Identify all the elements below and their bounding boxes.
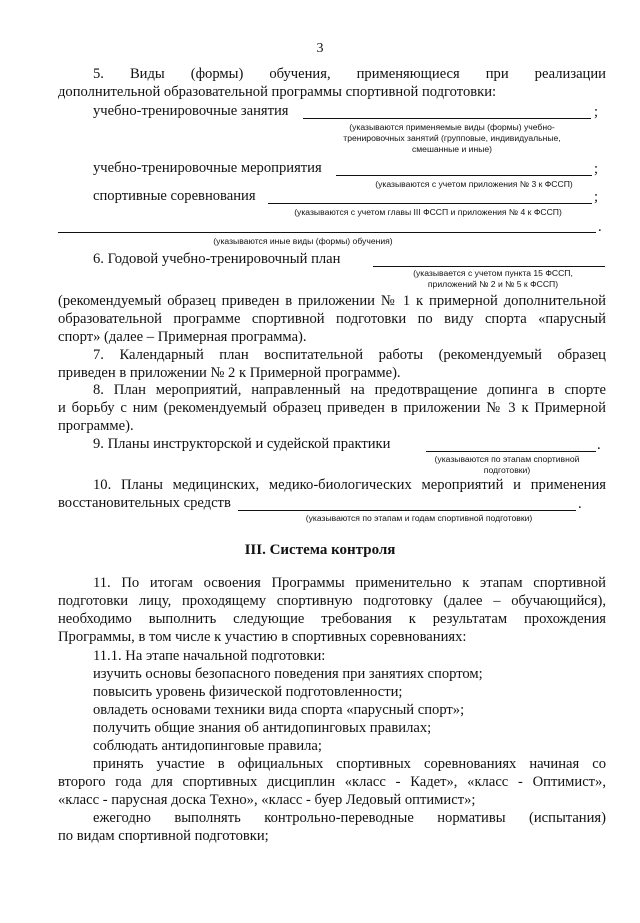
fill-in-line — [303, 118, 591, 119]
semicolon: ; — [594, 189, 599, 205]
list-item-line-2: по видам спортивной подготовки; — [58, 828, 269, 844]
section-heading: III. Система контроля — [244, 542, 396, 558]
item-6-continuation-3: спорт» (далее – Примерная программа). — [58, 329, 307, 345]
fill-in-line — [336, 175, 592, 176]
item-10-caption: (указываются по этапам и годам спортивной подготовки) — [305, 513, 533, 523]
item-7-line-1: 7. Календарный план воспитательной работы (рекомендуемый образец — [93, 347, 606, 363]
item-6-continuation-2: образовательной программе спортивной подготовки по виду спорта «парусный — [58, 311, 606, 327]
item-8-line-2: и борьбу с ним (рекомендуемый образец приведен в приложении № 3 к Примерной — [58, 400, 606, 416]
competitions-label: спортивные соревнования — [93, 188, 256, 204]
list-item: изучить основы безопасного поведения при занятиях спортом; — [93, 666, 483, 682]
list-item: повысить уровень физической подготовленности; — [93, 684, 403, 700]
period: . — [598, 219, 602, 235]
training-sessions-caption-3: смешанные и иные) — [411, 144, 493, 154]
item-10-line-2: восстановительных средств — [58, 495, 231, 511]
other-forms-caption: (указываются иные виды (формы) обучения) — [213, 236, 393, 246]
fill-in-line — [58, 232, 596, 233]
para-11-line-2: подготовки лицу, проходящему спортивную подготовку (далее – обучающийся), — [58, 593, 606, 609]
item-6-caption-1: (указывается с учетом пункта 15 ФССП, — [413, 268, 573, 278]
para-11-line-3: необходимо выполнить следующие требования к результатам прохождения — [58, 611, 606, 627]
item-9-caption-1: (указываются по этапам спортивной — [434, 454, 580, 464]
training-sessions-caption-2: тренировочных занятий (групповые, индивидуальные, — [343, 133, 561, 143]
training-events-label: учебно-тренировочные мероприятия — [93, 160, 322, 176]
period: . — [597, 437, 601, 453]
semicolon: ; — [594, 161, 599, 177]
subsection-11-1: 11.1. На этапе начальной подготовки: — [93, 648, 326, 664]
competitions-caption: (указываются с учетом главы III ФССП и приложения № 4 к ФССП) — [294, 207, 562, 217]
item-8-line-3: программе). — [58, 418, 134, 434]
item-5-line-2: дополнительной образовательной программы спортивной подготовки: — [58, 84, 497, 100]
para-11-line-4: Программы, в том числе к участию в спортивных соревнованиях: — [58, 629, 467, 645]
list-item-line-3: «класс - парусная доска Техно», «класс - буер Ледовый оптимист»; — [58, 792, 476, 808]
item-8-line-1: 8. План мероприятий, направленный на предотвращение допинга в спорте — [93, 382, 606, 398]
list-item: получить общие знания об антидопинговых правилах; — [93, 720, 432, 736]
list-item-line-1: ежегодно выполнять контрольно-переводные нормативы (испытания) — [93, 810, 606, 826]
item-9-caption-2: подготовки) — [483, 465, 531, 475]
fill-in-line — [426, 451, 596, 452]
item-10-line-1: 10. Планы медицинских, медико-биологических мероприятий и применения — [93, 477, 606, 493]
item-6-caption-2: приложений № 2 и № 5 к ФССП) — [427, 279, 559, 289]
item-9-text: 9. Планы инструкторской и судейской практики — [93, 436, 391, 452]
para-11-line-1: 11. По итогам освоения Программы применительно к этапам спортивной — [93, 575, 606, 591]
item-5-line-1: 5. Виды (формы) обучения, применяющиеся при реализации — [93, 66, 606, 82]
fill-in-line — [373, 266, 605, 267]
item-6-continuation-1: (рекомендуемый образец приведен в приложении № 1 к примерной дополнительной — [58, 293, 606, 309]
period: . — [578, 496, 582, 512]
list-item-line-1: принять участие в официальных спортивных соревнованиях начиная со — [93, 756, 606, 772]
training-sessions-label: учебно-тренировочные занятия — [93, 103, 289, 119]
list-item: соблюдать антидопинговые правила; — [93, 738, 322, 754]
training-sessions-caption-1: (указываются применяемые виды (формы) учебно- — [349, 122, 555, 132]
item-6-text: 6. Годовой учебно-тренировочный план — [93, 251, 341, 267]
fill-in-line — [238, 510, 576, 511]
list-item-line-2: второго года для спортивных дисциплин «класс - Кадет», «класс - Оптимист», — [58, 774, 606, 790]
list-item: овладеть основами техники вида спорта «парусный спорт»; — [93, 702, 465, 718]
semicolon: ; — [594, 104, 599, 120]
item-7-line-2: приведен в приложении № 2 к Примерной программе). — [58, 365, 401, 381]
page-number: 3 — [316, 41, 324, 56]
fill-in-line — [268, 203, 592, 204]
training-events-caption: (указываются с учетом приложения № 3 к ФССП) — [375, 179, 573, 189]
